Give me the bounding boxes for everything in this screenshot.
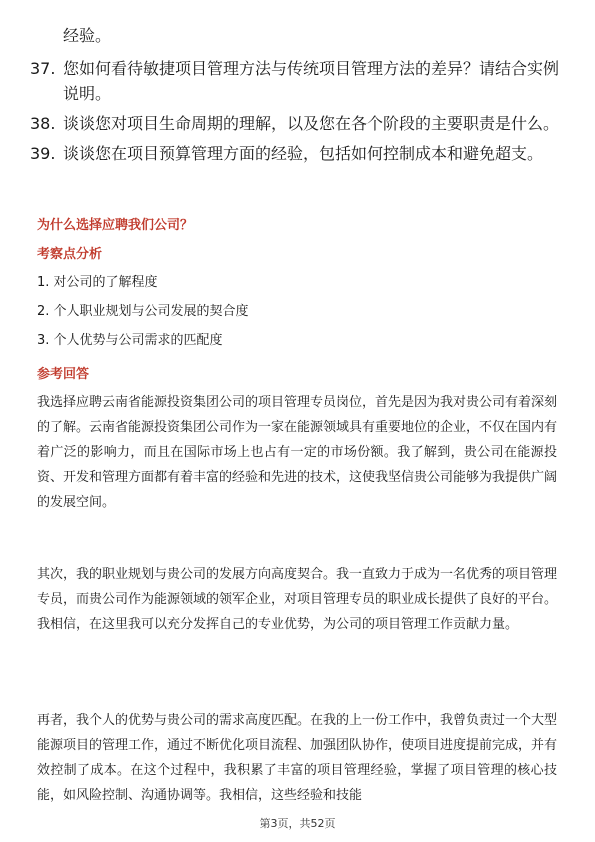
question-list <box>30 56 565 171</box>
answer-paragraph: 再者，我个人的优势与贵公司的需求高度匹配。在我的上一份工作中，我曾负责过一个大型能源项目的管理工作，通过不断优化项目流程、加强团队协作，使项目进度提前完成，并有效控制了成本。在这个过程中，我积累了丰富的项目管理经验，掌握了项目管理的核心技能，如风险控制、沟通协调等。我相信，这些经验和技能 <box>37 713 558 803</box>
question-text: 谈谈您对项目生命周期的理解，以及您在各个阶段的主要职责是什么。 <box>63 114 560 133</box>
question-text: 您如何看待敏捷项目管理方法与传统项目管理方法的差异？请结合实例说明。 <box>63 59 560 103</box>
question-item <box>30 56 565 106</box>
answer-paragraph: 其次，我的职业规划与贵公司的发展方向高度契合。我一直致力于成为一名优秀的项目管理专员，而贵公司作为能源领域的领军企业，对项目管理专员的职业成长提供了良好的平台。我相信，在这里我可以充分发挥自己的专业优势，为公司的项目管理工作贡献力量。 <box>37 567 558 632</box>
analysis-heading: 考察点分析 <box>37 247 103 262</box>
section-title: 为什么选择应聘我们公司？ <box>37 218 194 233</box>
analysis-point: 1. 对公司的了解程度 <box>37 275 158 290</box>
page-number-footer: 第3页，共52页 <box>259 817 336 830</box>
analysis-point: 3. 个人优势与公司需求的匹配度 <box>37 333 223 348</box>
continued-text: 经验。 <box>63 26 112 45</box>
question-number: 39. <box>30 144 56 163</box>
question-item <box>30 111 565 136</box>
answer-paragraph: 我选择应聘云南省能源投资集团公司的项目管理专员岗位，首先是因为我对贵公司有着深刻的了解。云南省能源投资集团公司作为一家在能源领域具有重要地位的企业，不仅在国内有着广泛的影响力，而且在国际市场上也占有一定的市场份额。我了解到，贵公司在能源投资、开发和管理方面都有着丰富的经验和先进的技术，这使我坚信贵公司能够为我提供广阔的发展空间。 <box>37 395 558 510</box>
answer-heading: 参考回答 <box>37 367 90 382</box>
analysis-point: 2. 个人职业规划与公司发展的契合度 <box>37 304 249 319</box>
question-number: 38. <box>30 114 56 133</box>
question-number: 37. <box>30 59 56 78</box>
question-item <box>30 141 565 166</box>
question-text: 谈谈您在项目预算管理方面的经验，包括如何控制成本和避免超支。 <box>63 144 544 163</box>
